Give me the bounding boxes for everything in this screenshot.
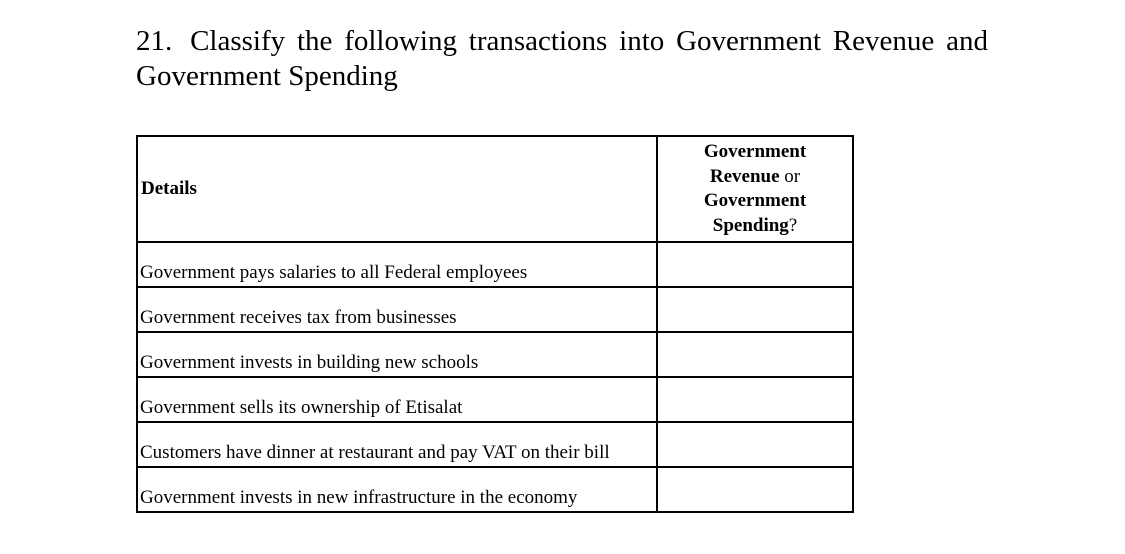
question-number: 21.	[136, 25, 173, 57]
answer-cell[interactable]	[657, 242, 853, 287]
transaction-detail: Customers have dinner at restaurant and pay VAT on their bill	[137, 422, 657, 467]
question-prompt: Classify the following transactions into Government Revenue and Government Spending	[136, 25, 988, 92]
transaction-detail: Government receives tax from businesses	[137, 287, 657, 332]
answer-header-spending: Spending	[712, 214, 789, 236]
transaction-detail: Government sells its ownership of Etisalat	[137, 377, 657, 422]
table-row	[137, 242, 853, 287]
answer-header-line1: Government	[703, 141, 807, 162]
table-row	[137, 377, 853, 422]
answer-header-line3: Government	[703, 190, 807, 211]
table-row	[137, 332, 853, 377]
answer-header-or: or	[779, 165, 801, 187]
answer-cell[interactable]	[657, 422, 853, 467]
answer-cell[interactable]	[657, 377, 853, 422]
answer-cell[interactable]	[657, 287, 853, 332]
table-row	[137, 287, 853, 332]
answer-header-question-mark: ?	[788, 214, 798, 236]
transaction-detail: Government invests in new infrastructure in the economy	[137, 467, 657, 512]
classification-table	[136, 135, 854, 513]
table-header-row	[137, 136, 853, 242]
answer-cell[interactable]	[657, 332, 853, 377]
answer-cell[interactable]	[657, 467, 853, 512]
transaction-detail: Government pays salaries to all Federal employees	[137, 242, 657, 287]
answer-header-revenue: Revenue	[709, 165, 780, 187]
table-row	[137, 467, 853, 512]
answer-column-header	[657, 136, 853, 242]
transaction-detail: Government invests in building new schools	[137, 332, 657, 377]
table-row	[137, 422, 853, 467]
question-text	[136, 24, 988, 94]
details-column-header: Details	[137, 136, 657, 242]
